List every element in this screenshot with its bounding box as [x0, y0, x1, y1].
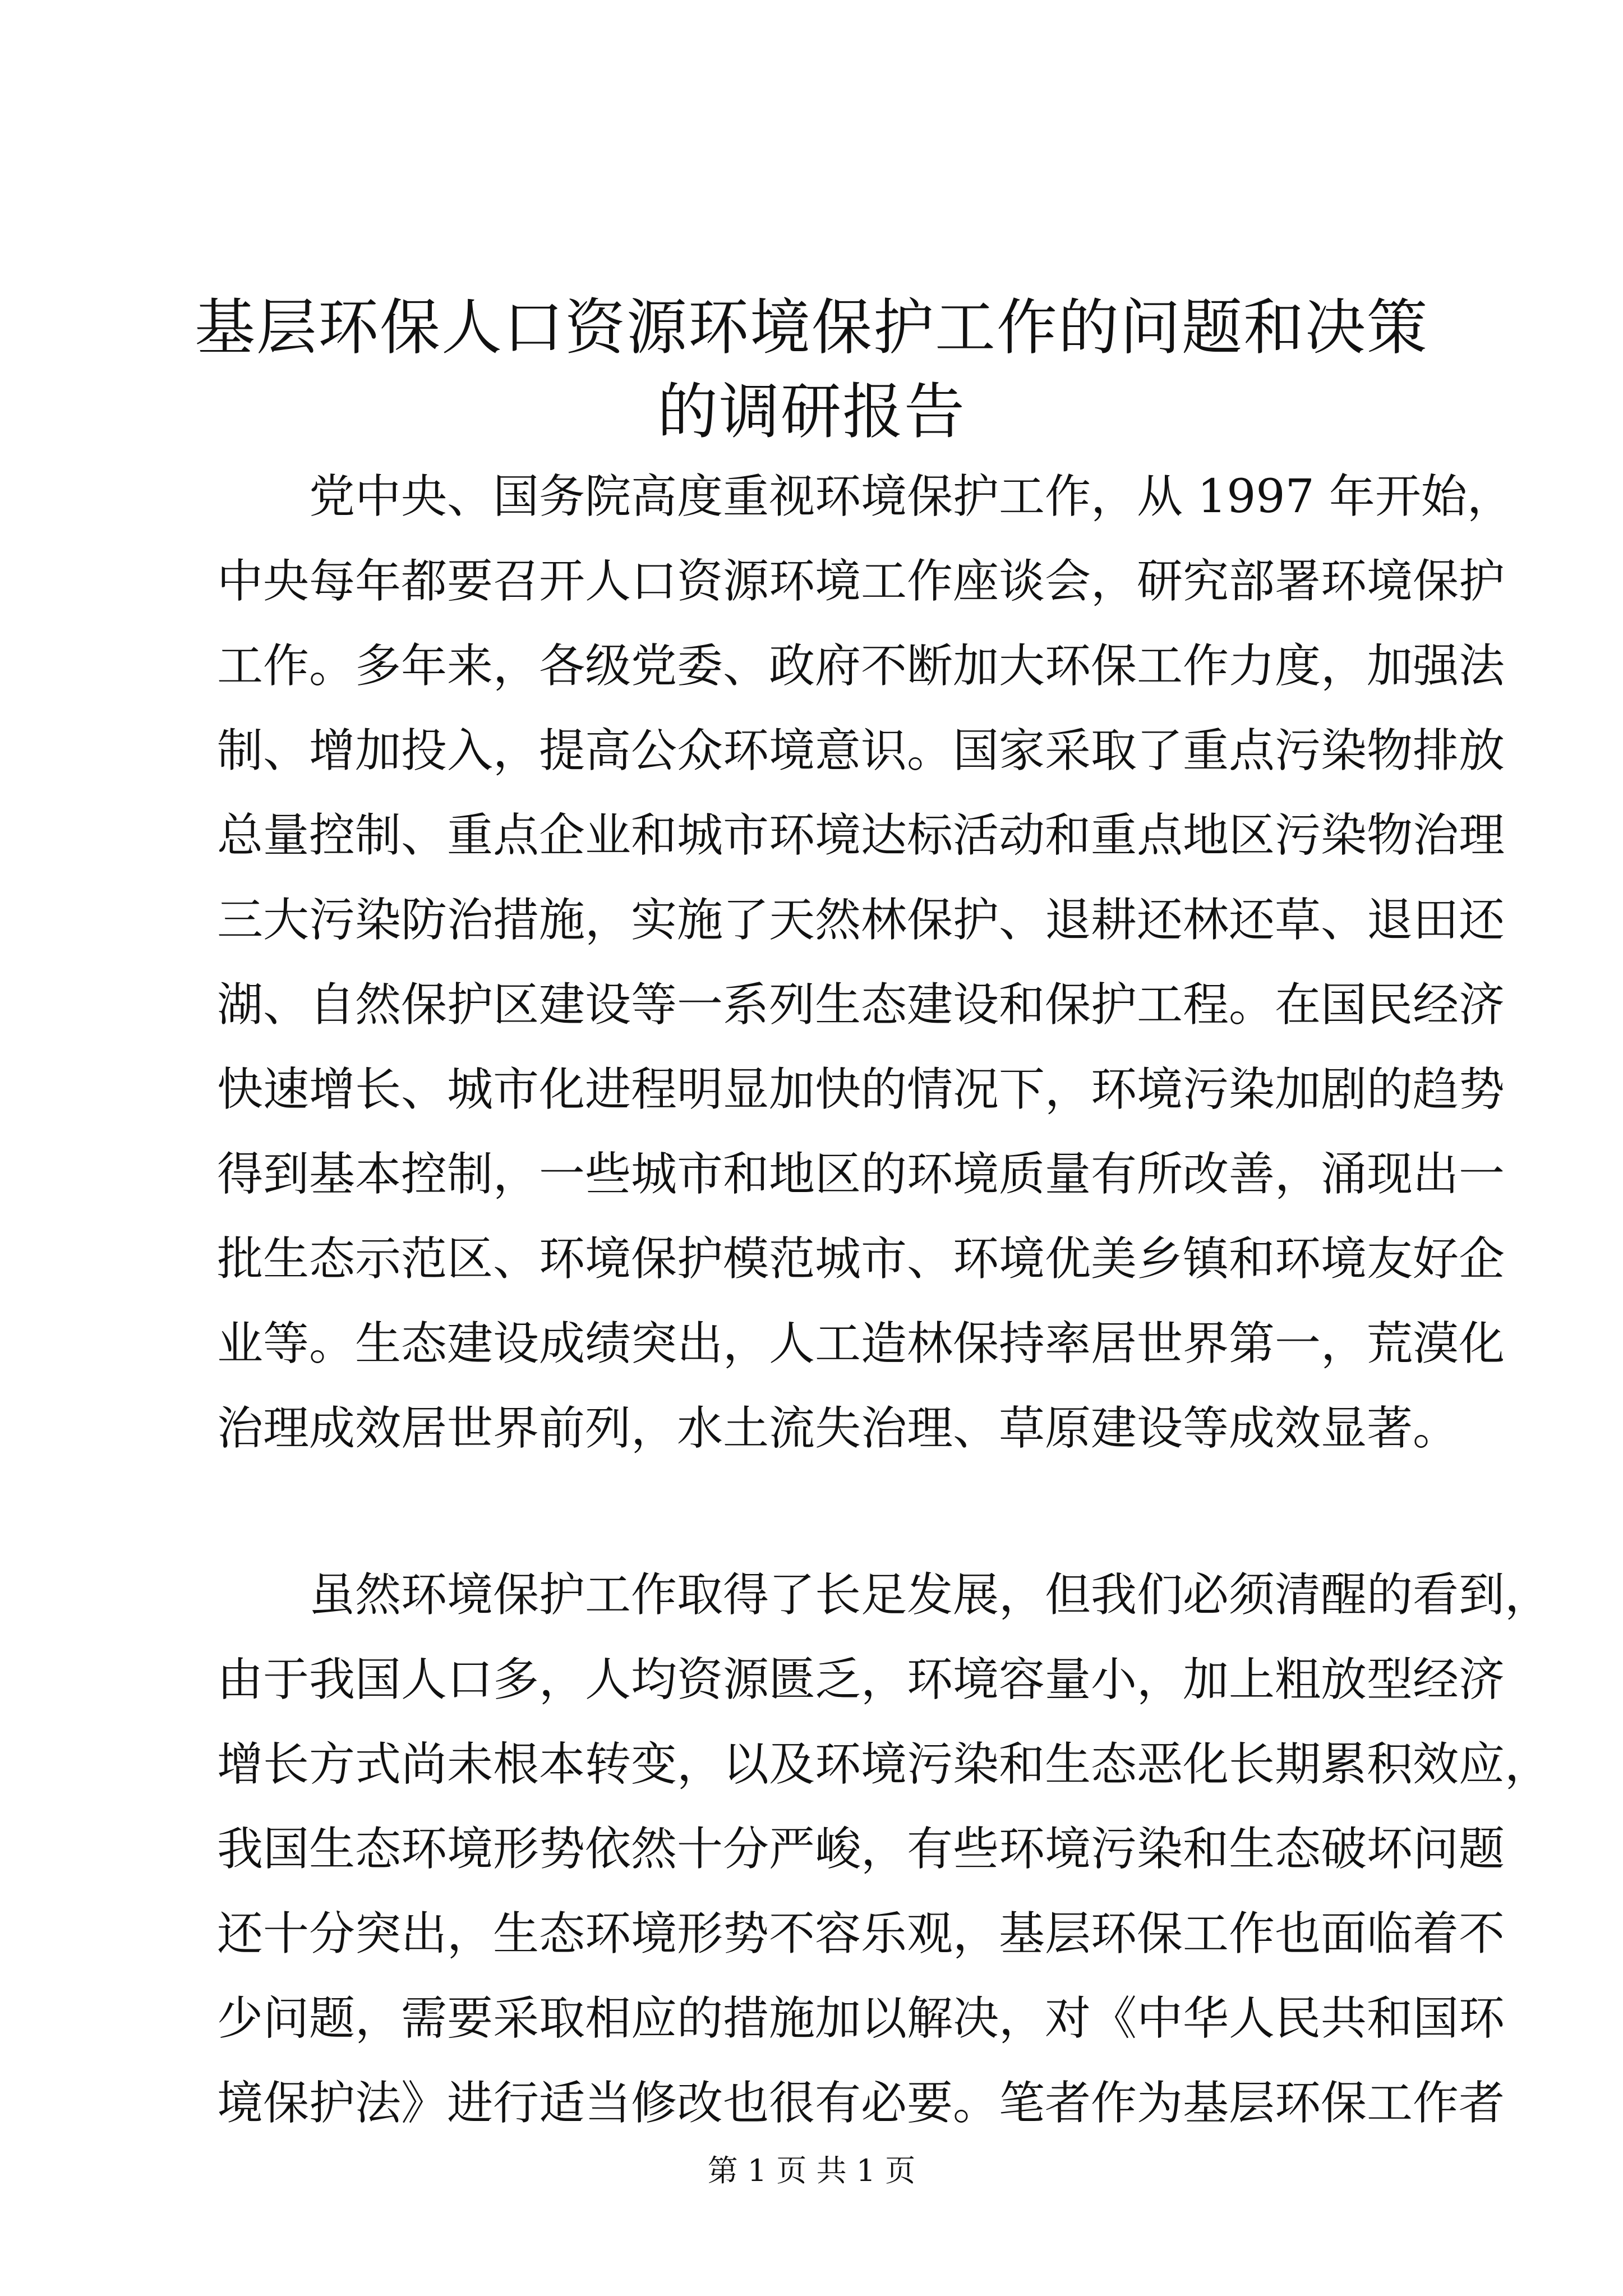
paragraph-line: 由于我国人口多，人均资源匮乏，环境容量小，加上粗放型经济	[217, 1653, 1505, 1706]
paragraph-line: 还十分突出，生态环境形势不容乐观，基层环保工作也面临着不	[217, 1907, 1505, 1961]
paragraph-line: 党中央、国务院高度重视环境保护工作，从 1997 年开始，	[309, 470, 1513, 523]
paragraph-line: 湖、自然保护区建设等一系列生态建设和保护工程。在国民经济	[217, 978, 1505, 1032]
page-footer: 第 1 页 共 1 页	[707, 2153, 916, 2188]
paragraph-line: 制、增加投入，提高公众环境意识。国家采取了重点污染物排放	[217, 724, 1505, 777]
paragraph-line: 业等。生态建设成绩突出，人工造林保持率居世界第一，荒漠化	[217, 1317, 1505, 1370]
paragraph-line: 三大污染防治措施，实施了天然林保护、退耕还林还草、退田还	[217, 894, 1505, 947]
paragraph-line: 治理成效居世界前列，水土流失治理、草原建设等成效显著。	[217, 1402, 1459, 1455]
body-paragraph-1	[217, 454, 1513, 1471]
body-paragraph-2	[217, 1553, 1551, 2146]
paragraph-line: 快速增长、城市化进程明显加快的情况下，环境污染加剧的趋势	[217, 1063, 1505, 1116]
paragraph-line: 增长方式尚未根本转变，以及环境污染和生态恶化长期累积效应，	[217, 1738, 1551, 1791]
paragraph-line: 境保护法》进行适当修改也很有必要。笔者作为基层环保工作者	[217, 2077, 1505, 2130]
document-title-line-1: 基层环保人口资源环境保护工作的问题和决策	[194, 293, 1428, 363]
paragraph-line: 工作。多年来，各级党委、政府不断加大环保工作力度，加强法	[217, 639, 1505, 693]
paragraph-line: 得到基本控制，一些城市和地区的环境质量有所改善，涌现出一	[217, 1148, 1505, 1201]
paragraph-line: 总量控制、重点企业和城市环境达标活动和重点地区污染物治理	[217, 809, 1505, 862]
paragraph-line: 虽然环境保护工作取得了长足发展，但我们必须清醒的看到，	[309, 1568, 1551, 1622]
paragraph-line: 少问题，需要采取相应的措施加以解决，对《中华人民共和国环	[217, 1992, 1505, 2045]
document-title-line-2: 的调研报告	[657, 377, 966, 447]
paragraph-line: 我国生态环境形势依然十分严峻，有些环境污染和生态破坏问题	[217, 1823, 1505, 1876]
paragraph-line: 中央每年都要召开人口资源环境工作座谈会，研究部署环境保护	[217, 555, 1505, 608]
paragraph-line: 批生态示范区、环境保护模范城市、环境优美乡镇和环境友好企	[217, 1232, 1505, 1286]
